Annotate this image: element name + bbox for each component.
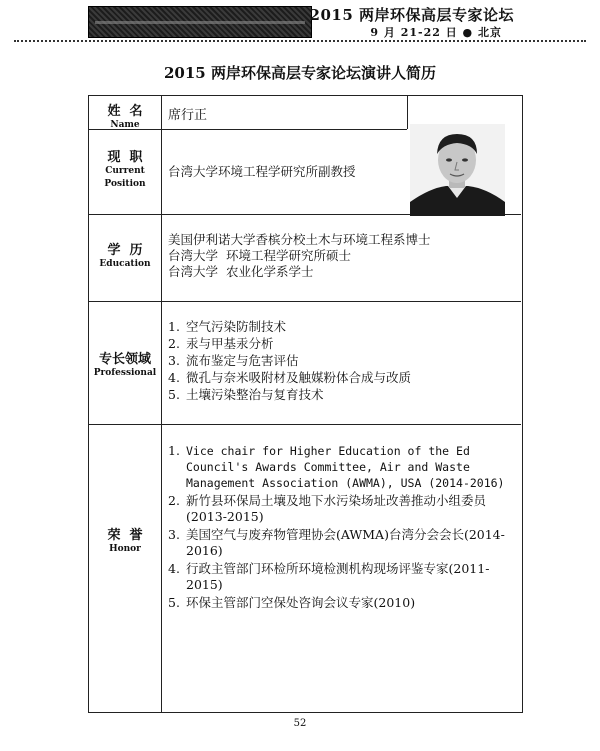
name-cell-divider xyxy=(407,96,408,129)
education-label-en: Education xyxy=(99,259,151,269)
list-item: 1. Vice chair for Higher Education of the Ed Council's Awards Committee, Air and Waste Management Association (AWMA), USA (2014-2016) xyxy=(168,443,505,490)
list-item: 1. 空气污染防制技术 xyxy=(168,319,287,334)
position-label xyxy=(89,146,161,191)
current-position: 台湾大学环境工程学研究所副教授 xyxy=(168,164,356,179)
name-label-en: Name xyxy=(110,120,140,130)
education-item: 台湾大学 环境工程学研究所硕士 xyxy=(168,248,351,263)
speaker-name: 席行正 xyxy=(168,108,208,123)
professional-label-en: Professional xyxy=(93,368,157,378)
list-item: 4. 行政主管部门环检所环境检测机构现场评鉴专家(2011-2015) xyxy=(168,561,490,592)
honor-label-en: Honor xyxy=(109,544,141,554)
document-title: 2015 两岸环保高层专家论坛演讲人简历 xyxy=(164,64,436,82)
list-item: 2. 汞与甲基汞分析 xyxy=(168,336,274,351)
professional-label-zh: 专长领域 xyxy=(98,352,151,367)
list-item: 2. 新竹县环保局土壤及地下水污染场址改善推动小组委员(2013-2015) xyxy=(168,493,487,524)
name-label-zh: 姓 名 xyxy=(107,104,143,119)
list-item: 4. 微孔与奈米吸附材及触媒粉体合成与改质 xyxy=(168,370,412,385)
name-row-divider xyxy=(161,129,407,130)
forum-title: 2015 两岸环保高层专家论坛 xyxy=(309,6,514,24)
list-item: 3. 美国空气与废弃物管理协会(AWMA)台湾分会会长(2014-2016) xyxy=(168,527,505,558)
professional-row-divider xyxy=(89,424,521,425)
honor-list xyxy=(168,443,512,611)
position-label-en2: Position xyxy=(104,179,146,189)
page-number: 52 xyxy=(293,718,307,729)
list-item: 3. 流布鉴定与危害评估 xyxy=(168,353,299,368)
name-label xyxy=(89,100,161,132)
header-divider xyxy=(14,40,586,42)
position-label-en1: Current xyxy=(105,166,145,176)
education-row-divider xyxy=(89,301,521,302)
banner-stripe xyxy=(95,21,305,24)
education-list xyxy=(168,232,512,280)
education-item: 台湾大学 农业化学系学士 xyxy=(168,264,314,279)
position-label-zh: 现 职 xyxy=(107,150,143,165)
list-item: 5. 环保主管部门空保处咨询会议专家(2010) xyxy=(168,595,416,610)
education-item: 美国伊利诺大学香槟分校土木与环境工程系博士 xyxy=(168,232,431,247)
professional-label xyxy=(89,348,161,380)
education-label xyxy=(89,239,161,271)
professional-list xyxy=(168,318,512,403)
bio-table xyxy=(88,95,523,713)
label-column-divider xyxy=(161,96,162,712)
honor-label-zh: 荣 誉 xyxy=(107,528,143,543)
forum-date: 9 月 21-22 日 ● 北京 xyxy=(370,26,502,39)
honor-label xyxy=(89,524,161,556)
education-label-zh: 学 历 xyxy=(107,243,143,258)
header-banner xyxy=(88,6,312,38)
list-item: 5. 土壤污染整治与复育技术 xyxy=(168,387,324,402)
